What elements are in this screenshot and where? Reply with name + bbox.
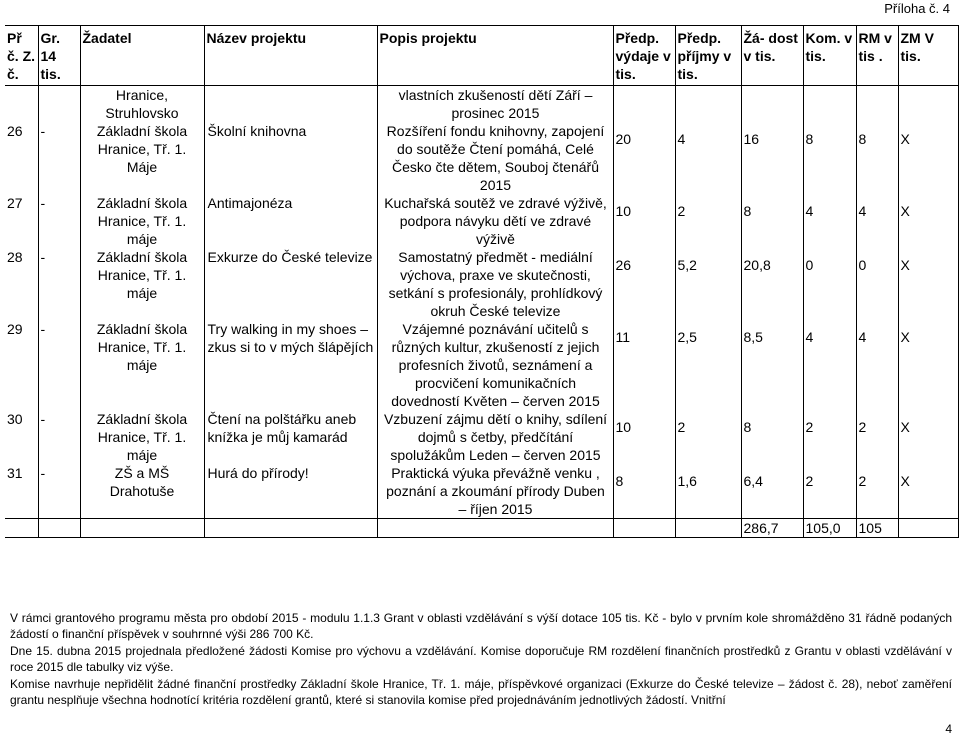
description-cell: Kuchařská soutěž ve zdravé výživě, podpora návyku dětí ve zdravé výživě <box>377 194 613 248</box>
header-request: Žá- dost v tis. <box>741 26 803 86</box>
rm-cell: 4 <box>856 320 898 410</box>
row-dash: - <box>40 249 46 265</box>
applicant-cell: ZŠ a MŠ Drahotuše <box>80 464 204 519</box>
zm-cell: X <box>898 320 958 410</box>
expenses-cell: 11 <box>613 320 675 410</box>
row-number: 30 <box>5 410 38 464</box>
zm-cell: X <box>898 248 958 320</box>
zm-cell: X <box>898 194 958 248</box>
commission-cell: 2 <box>803 464 856 519</box>
description-cell: Rozšíření fondu knihovny, zapojení do soutěže Čtení pomáhá, Celé Česko čte dětem, Souboj čtenářů 2015 <box>377 122 613 194</box>
row-number: 29 <box>5 320 38 410</box>
zm-cell: X <box>898 122 958 194</box>
project-name-cell: Školní knihovna <box>204 122 377 194</box>
request-cell: 8 <box>741 410 803 464</box>
totals-row <box>5 519 958 538</box>
header-number: Př č. Z. č. <box>5 26 38 86</box>
description-cell: Vzbuzení zájmu dětí o knihy, sdílení dojmů s četby, předčítání spolužákům Leden – červen 2015 <box>377 410 613 464</box>
footer-paragraph: Komise navrhuje nepřidělit žádné finanční prostředky Základní škole Hranice, Tř. 1. máje, příspěvkové organizaci (Exkurze do České televize – žádost č. 28), neboť zaměření grantu nesplňuje všechna hodnotící kritéria rozdělení grantů, které si stanovila komise před projednáváním jednotlivých žádostí. Vnitřní <box>10 676 952 708</box>
project-name-cell: Try walking in my shoes – zkus si to v mých šlápějích <box>204 320 377 410</box>
header-rm: RM v tis . <box>856 26 898 86</box>
applicant-cell: Základní škola Hranice, Tř. 1. máje <box>80 248 204 320</box>
header-commission: Kom. v tis. <box>803 26 856 86</box>
row-number: 31 <box>5 464 38 519</box>
header-income: Předp. příjmy v tis. <box>675 26 741 86</box>
project-name-cell: Antimajonéza <box>204 194 377 248</box>
table-row <box>5 194 958 248</box>
income-cell: 2 <box>675 194 741 248</box>
request-cell: 8 <box>741 194 803 248</box>
commission-cell: 8 <box>803 122 856 194</box>
total-rm: 105 <box>856 519 898 538</box>
description-cell: Samostatný předmět - mediální výchova, praxe ve skutečnosti, setkání s profesionály, prohlídkový okruh České televize <box>377 248 613 320</box>
description-cell: vlastních zkušeností dětí Září – prosinec 2015 <box>377 86 613 123</box>
applicant-cell: Hranice, Struhlovsko <box>80 86 204 123</box>
rm-cell: 8 <box>856 122 898 194</box>
header-applicant: Žadatel <box>80 26 204 86</box>
row-dash: - <box>40 321 46 337</box>
total-commission: 105,0 <box>803 519 856 538</box>
applicant-cell: Základní škola Hranice, Tř. 1. máje <box>80 194 204 248</box>
expenses-cell: 10 <box>613 410 675 464</box>
request-cell: 8,5 <box>741 320 803 410</box>
expenses-cell: 10 <box>613 194 675 248</box>
row-number: 28 <box>5 248 38 320</box>
rm-cell: 2 <box>856 464 898 519</box>
income-cell: 2 <box>675 410 741 464</box>
footer-paragraph: V rámci grantového programu města pro období 2015 - modulu 1.1.3 Grant v oblasti vzdělávání s výší dotace 105 tis. Kč - bylo v prvním kole shromážděno 31 řádně podaných žádostí o finanční příspěvek v souhrnné výši 286 700 Kč. <box>10 611 952 642</box>
rm-cell: 0 <box>856 248 898 320</box>
header-project-description: Popis projektu <box>377 26 613 86</box>
commission-cell: 4 <box>803 194 856 248</box>
request-cell: 20,8 <box>741 248 803 320</box>
expenses-cell: 8 <box>613 464 675 519</box>
description-cell: Praktická výuka převážně venku , poznání a zkoumání přírody Duben – říjen 2015 <box>377 464 613 519</box>
header-expenses: Předp. výdaje v tis. <box>613 26 675 86</box>
commission-cell: 0 <box>803 248 856 320</box>
grant-table <box>5 25 959 538</box>
description-cell: Vzájemné poznávání učitelů s různých kultur, zkušeností z jejich profesních životů, seznámení a procvičení komunikačních dovedností Květen – červen 2015 <box>377 320 613 410</box>
row-dash: - <box>40 465 46 481</box>
expenses-cell: 20 <box>613 122 675 194</box>
table-row <box>5 122 958 194</box>
grant-table-wrapper <box>5 25 958 538</box>
zm-cell: X <box>898 410 958 464</box>
table-row <box>5 320 958 410</box>
rm-cell: 4 <box>856 194 898 248</box>
header-group: Gr. 14 tis. <box>38 26 80 86</box>
row-dash: - <box>40 195 46 211</box>
applicant-cell: Základní škola Hranice, Tř. 1. máje <box>80 410 204 464</box>
request-cell: 6,4 <box>741 464 803 519</box>
footer-paragraph: Dne 15. dubna 2015 projednala předložené žádosti Komise pro výchovu a vzdělávání. Komise doporučuje RM rozdělení finančních prostředků z Grantu v oblasti vzdělávání v roce 2015 dle tabulky viz výše. <box>10 643 952 675</box>
project-name-cell: Exkurze do České televize <box>204 248 377 320</box>
income-cell: 4 <box>675 122 741 194</box>
income-cell: 1,6 <box>675 464 741 519</box>
request-cell: 16 <box>741 122 803 194</box>
zm-cell: X <box>898 464 958 519</box>
table-row <box>5 464 958 519</box>
header-zm: ZM V tis. <box>898 26 958 86</box>
table-row <box>5 410 958 464</box>
applicant-cell: Základní škola Hranice, Tř. 1. Máje <box>80 122 204 194</box>
commission-cell: 4 <box>803 320 856 410</box>
row-number: 27 <box>5 194 38 248</box>
expenses-cell: 26 <box>613 248 675 320</box>
row-dash: - <box>40 411 46 427</box>
table-row <box>5 86 958 123</box>
row-number: 26 <box>5 122 38 194</box>
project-name-cell: Hurá do přírody! <box>204 464 377 519</box>
row-dash: - <box>40 123 46 139</box>
income-cell: 2,5 <box>675 320 741 410</box>
table-row <box>5 248 958 320</box>
total-request: 286,7 <box>741 519 803 538</box>
rm-cell: 2 <box>856 410 898 464</box>
applicant-cell: Základní škola Hranice, Tř. 1. máje <box>80 320 204 410</box>
commission-cell: 2 <box>803 410 856 464</box>
header-project-name: Název projektu <box>204 26 377 86</box>
footer-text <box>10 610 952 708</box>
income-cell: 5,2 <box>675 248 741 320</box>
attachment-label: Příloha č. 4 <box>884 1 950 16</box>
page-number: 4 <box>945 722 952 736</box>
table-header-row <box>5 26 958 86</box>
project-name-cell: Čtení na polštářku aneb knížka je můj kamarád <box>204 410 377 464</box>
